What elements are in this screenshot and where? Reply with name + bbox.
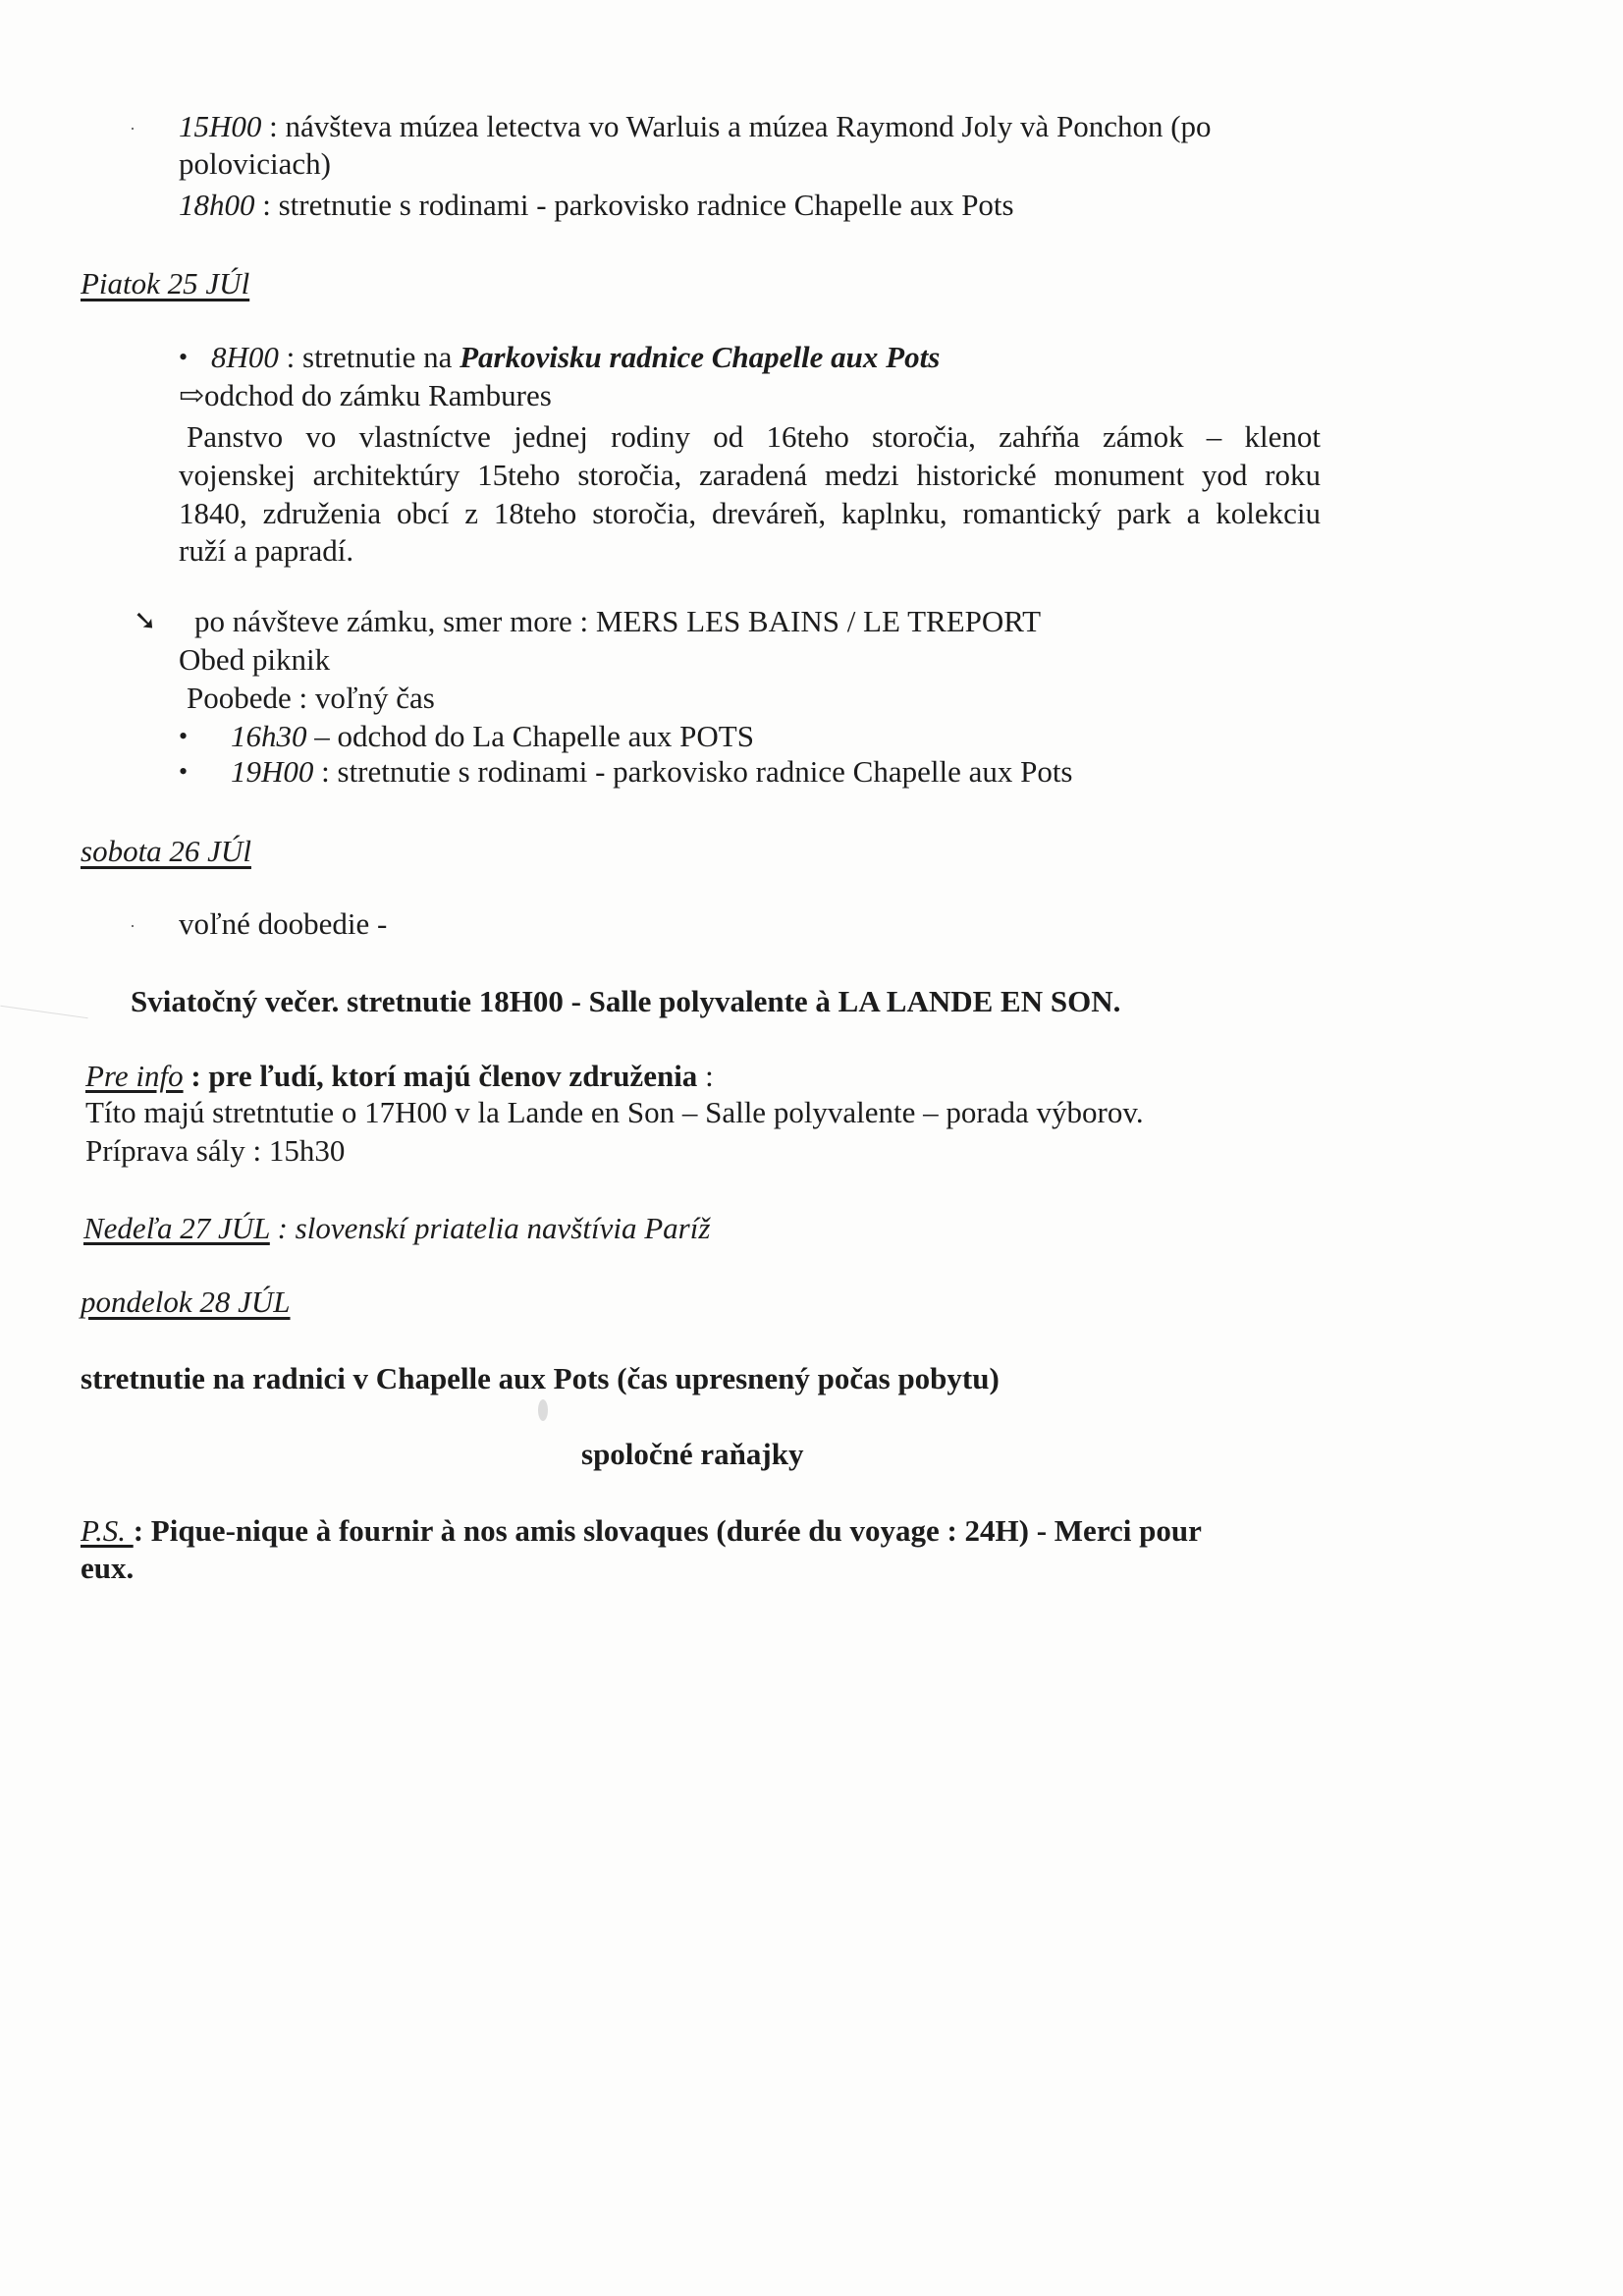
bullet-icon: • <box>179 757 189 786</box>
day-heading-friday: Piatok 25 JÚl <box>81 266 250 301</box>
time-label: 15H00 <box>179 109 262 143</box>
schedule-text: : stretnutie s rodinami - parkovisko radnice Chapelle aux Pots <box>313 754 1073 789</box>
info-title: : pre ľudí, ktorí majú členov združenia <box>183 1059 698 1093</box>
sunday-line <box>83 1210 710 1247</box>
time-label: 16h30 <box>231 719 307 753</box>
ps-line <box>81 1512 1202 1550</box>
schedule-text: – odchod do La Chapelle aux POTS <box>306 719 754 753</box>
schedule-text: : návšteva múzea letectva vo Warluis a múzea Raymond Joly và Ponchon (po <box>261 109 1212 143</box>
schedule-line-continued: poloviciach) <box>179 146 331 181</box>
castle-description-line-3: 1840, združenia obcí z 18teho storočia, dreváreň, kaplnku, romantický park a kolekciu <box>179 496 1321 530</box>
bullet-icon: • <box>179 343 189 371</box>
info-label: Pre info <box>85 1059 184 1093</box>
ps-text-continued: eux. <box>81 1551 135 1585</box>
free-morning-line: voľné doobedie - <box>179 906 388 941</box>
breakfast-line: spoločné raňajky <box>581 1437 804 1471</box>
departure-text: odchod do zámku Rambures <box>203 378 552 412</box>
meeting-place: Parkovisku radnice Chapelle aux Pots <box>460 340 941 374</box>
sunday-text: : slovenskí priatelia navštívia Paríž <box>269 1211 711 1245</box>
lunch-line: Obed piknik <box>179 642 331 677</box>
day-heading-monday: pondelok 28 JÚL <box>81 1285 291 1319</box>
info-colon: : <box>697 1059 714 1093</box>
day-heading-sunday: Nedeľa 27 JÚL <box>83 1211 270 1245</box>
scan-crease <box>0 1006 87 1019</box>
arrow-icon: ⇨ <box>179 378 204 412</box>
schedule-text: : stretnutie na <box>278 340 460 374</box>
schedule-line <box>179 187 1014 224</box>
arrow-bullet-icon: ➘ <box>134 606 157 636</box>
departure-line <box>179 377 552 414</box>
time-label: 19H00 <box>231 754 314 789</box>
afternoon-line: Poobede : voľný čas <box>187 681 435 715</box>
small-bullet-icon: · <box>130 119 135 138</box>
info-line <box>85 1058 714 1095</box>
info-text-line-2: Príprava sály : 15h30 <box>85 1133 346 1168</box>
bullet-icon: • <box>179 722 189 750</box>
schedule-line <box>211 339 940 376</box>
after-visit-line: po návšteve zámku, smer more : MERS LES BAINS / LE TREPORT <box>194 604 1042 638</box>
castle-description-line-4: ruží a papradí. <box>179 533 354 568</box>
schedule-line <box>231 753 1073 791</box>
time-label: 18h00 <box>179 188 255 222</box>
town-hall-meeting-line: stretnutie na radnici v Chapelle aux Pots (čas upresnený počas pobytu) <box>81 1361 1000 1395</box>
scan-smudge <box>538 1399 548 1421</box>
schedule-text: : stretnutie s rodinami - parkovisko radnice Chapelle aux Pots <box>254 188 1014 222</box>
small-bullet-icon: · <box>130 916 135 936</box>
castle-description-line-2: vojenskej architektúry 15teho storočia, zaradená medzi historické monument yod roku <box>179 458 1321 492</box>
festive-evening-line: Sviatočný večer. stretnutie 18H00 - Salle polyvalente à LA LANDE EN SON. <box>131 984 1121 1018</box>
day-heading-saturday: sobota 26 JÚl <box>81 834 251 868</box>
schedule-line <box>231 718 754 755</box>
castle-description-line-1: Panstvo vo vlastníctve jednej rodiny od 16teho storočia, zahŕňa zámok – klenot <box>187 419 1321 454</box>
ps-text: : Pique-nique à fournir à nos amis slovaques (durée du voyage : 24H) - Merci pour <box>133 1513 1202 1548</box>
schedule-line <box>179 108 1212 145</box>
info-text-line-1: Títo majú stretntutie o 17H00 v la Lande en Son – Salle polyvalente – porada výborov. <box>85 1095 1144 1129</box>
ps-label: P.S. <box>81 1513 134 1548</box>
time-label: 8H00 <box>211 340 279 374</box>
